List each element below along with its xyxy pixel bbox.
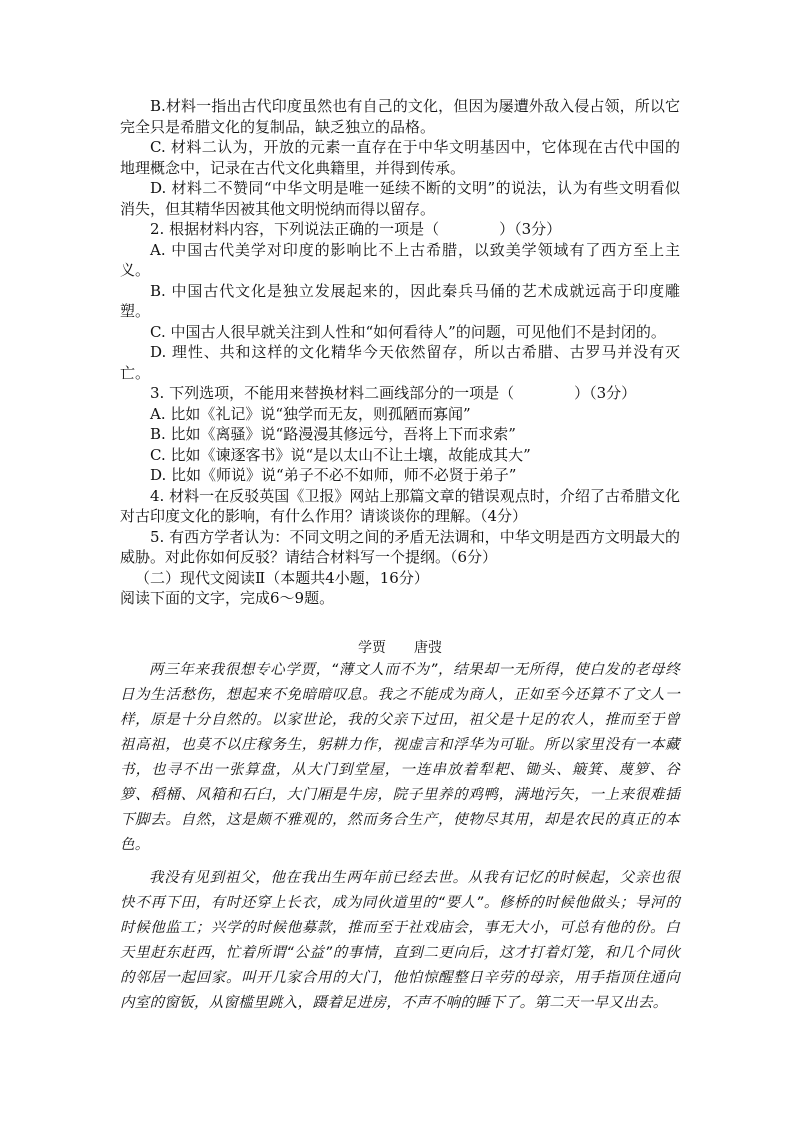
- article-paragraph: 两三年来我很想专心学贾，“薄文人而不为”，结果却一无所得，使白发的老母终日为生活愁伤，想起来不免暗暗叹息。我之不能成为商人，正如至今还算不了文人一样，原是十分自然的。以家世论，我的父亲下过田，祖父是十足的农人，推而至于曾祖高祖，也莫不以庄稼务生，躬耕力作，视虚言和浮华为可耻。所以家里没有一本藏书，也寻不出一张算盘，从大门到堂屋，一连串放着犁耙、锄头、簸箕、蔑箩、谷箩、稻桶、风箱和石臼，大门厢是牛房，院子里养的鸡鸭，满地污矢，一上来很难插下脚去。自然，这是颇不雅观的，然而务合生产，使物尽其用，却是农民的真正的本色。: [120, 662, 680, 853]
- option-2d: D. 理性、共和这样的文化精华今天依然留存，所以古希腊、古罗马并没有灭亡。: [120, 343, 680, 382]
- article-section: [120, 638, 680, 1016]
- option-1b: B.材料一指出古代印度虽然也有自己的文化，但因为屡遭外敌入侵占领，所以它完全只是希腊文化的复制品，缺乏独立的品格。: [120, 97, 680, 136]
- article-title: 学贾 唐弢: [358, 640, 442, 656]
- option-3c: C. 比如《谏逐客书》说“是以太山不让土壤，故能成其大”: [150, 445, 531, 464]
- option-3b: B. 比如《离骚》说“路漫漫其修远兮，吾将上下而求索”: [150, 425, 516, 443]
- question-2: 2. 根据材料内容，下列说法正确的一项是（ ）（3分）: [150, 220, 562, 238]
- option-1d: D. 材料二不赞同“中华文明是唯一延续不断的文明”的说法，认为有些文明看似消失，但其精华因被其他文明悦纳而得以留存。: [120, 179, 680, 218]
- option-2b: B. 中国古代文化是独立发展起来的，因此秦兵马俑的艺术成就远高于印度雕塑。: [120, 281, 680, 320]
- section-heading: （二）现代文阅读Ⅱ（本题共4小题，16分）: [135, 568, 429, 587]
- question-4: 4. 材料一在反驳英国《卫报》网站上那篇文章的错误观点时，介绍了古希腊文化对古印度文化的影响，有什么作用？请谈谈你的理解。（4分）: [120, 486, 680, 525]
- option-2a: A. 中国古代美学对印度的影响比不上古希腊，以致美学领域有了西方至上主义。: [120, 240, 680, 279]
- question-section: [120, 96, 680, 609]
- article-paragraph: 我没有见到祖父，他在我出生两年前已经去世。从我有记忆的时候起，父亲也很快不再下田，有时还穿上长衣，成为同伙道里的“要人”。修桥的时候他做头；导河的时候他监工；兴学的时候他募款，推而至于社戏庙会，事无大小，可总有他的份。白天里赶东赶西，忙着所谓“公益”的事情，直到二更向后，这才打着灯笼，和几个同伙的邻居一起回家。叫开几家合用的大门，他怕惊醒整日辛劳的母亲，用手指顶住通向内室的窗钣，从窗槛里跳入，蹑着足进房，不声不响的睡下了。第二天一早又出去。: [120, 870, 680, 1011]
- option-1c: C. 材料二认为，开放的元素一直存在于中华文明基因中，它体现在古代中国的地理概念中，记录在古代文化典籍里，并得到传承。: [120, 138, 680, 177]
- option-2c: C. 中国古人很早就关注到人性和“如何看待人”的问题，可见他们不是封闭的。: [150, 322, 666, 341]
- question-3: 3. 下列选项，不能用来替换材料二画线部分的一项是（ ）（3分）: [150, 384, 637, 402]
- option-3a: A. 比如《礼记》说“独学而无友，则孤陋而寡闻”: [150, 404, 471, 423]
- question-5: 5. 有西方学者认为：不同文明之间的矛盾无法调和，中华文明是西方文明最大的威胁。对此你如何反驳？请结合材料写一个提纲。（6分）: [120, 527, 680, 566]
- option-3d: D. 比如《师说》说“弟子不必不如师，师不必贤于弟子”: [150, 466, 517, 484]
- reading-instruction: 阅读下面的文字，完成6～9题。: [120, 589, 335, 607]
